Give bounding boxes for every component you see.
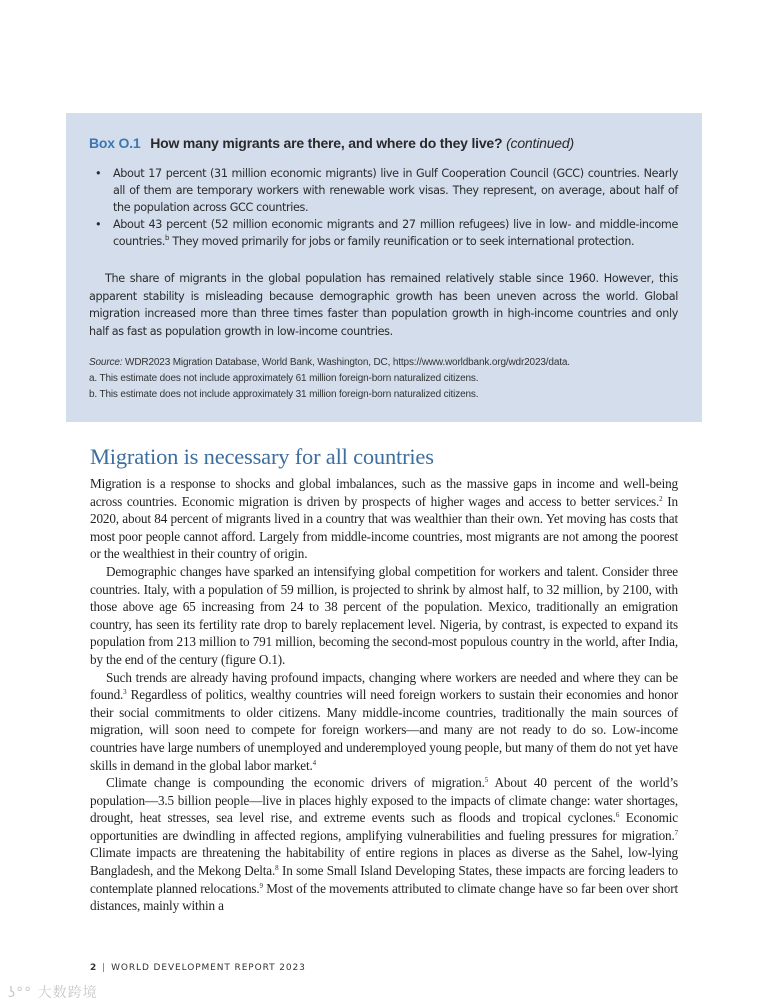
body-paragraph [90, 669, 678, 775]
text-run: In some Small Island Developing States, these impacts are forcing leaders to contemplate planned relocations. [90, 863, 678, 896]
bullet-text: They moved primarily for jobs or family reunification or to seek international protection. [169, 235, 635, 248]
footer-separator: | [102, 963, 107, 973]
box-paragraph: The share of migrants in the global population has remained relatively stable since 1960. However, this apparent stability is misleading because demographic growth has been uneven across the world. Global migration increased more than three times faster than population growth in high-income countries and only half as fast as population growth in low-income countries. [89, 272, 678, 338]
body-paragraph [90, 475, 678, 563]
bullet-text: About 43 percent (52 million economic migrants and 27 million refugees) live in low- and middle-income countries. [113, 218, 678, 248]
box-title [89, 135, 678, 151]
page-number: 2 [90, 963, 98, 973]
box-number: Box O.1 [89, 135, 141, 151]
box-title-text: How many migrants are there, and where do they live? [150, 135, 503, 151]
watermark-text: 大数跨境 [37, 985, 98, 1001]
body-paragraph [90, 774, 678, 915]
text-run: About 40 percent of the world’s population—3.5 billion people—live in places highly exposed to the impacts of climate change: water shortages, drought, heat stresses, sea level rise, and extreme events such as floods and tropical cyclones. [90, 775, 678, 826]
footnote-ref[interactable]: 3 [123, 688, 127, 697]
text-run: Climate impacts are threatening the habitability of entire regions in places as diverse as the Sahel, low-lying Bangladesh, and the Mekong Delta. [90, 845, 678, 879]
main-section [90, 444, 678, 915]
source-note [89, 355, 678, 371]
report-title: WORLD DEVELOPMENT REPORT 2023 [111, 963, 306, 973]
footnote-ref[interactable]: 9 [259, 881, 263, 890]
watermark-logo-icon: ʖ°° [8, 985, 33, 1001]
text-run: Such trends are already having profound impacts, changing where workers are needed and where they can be found. [90, 669, 678, 703]
text-run: Climate change is compounding the economic drivers of migration. [106, 775, 485, 791]
section-heading: Migration is necessary for all countries [90, 444, 434, 469]
source-label: Source: [89, 357, 123, 369]
text-run: Economic opportunities are dwindling in affected regions, amplifying vulnerabilities and fueling pressures for migration. [90, 810, 678, 843]
footnote-ref[interactable]: 4 [312, 758, 317, 767]
box-o1 [66, 113, 702, 422]
box-continued-label: (continued) [506, 135, 574, 151]
body-paragraph: Demographic changes have sparked an intensifying global competition for workers and talent. Consider three countries. Italy, with a population of 59 million, is projected to shrink by almost half, to 32 million, by 2100, with those above age 65 increasing from 24 to 38 percent of the population. Mexico, traditionally an emigration country, has seen its fertility rate drop to barely replacement level. Nigeria, by contrast, is expected to expand its population from 213 million to 791 million, becoming the second-most populous country in the world, after India, by the end of the century (figure O.1). [90, 563, 678, 667]
bullet-icon: • [95, 218, 102, 231]
footnote-ref[interactable]: b [165, 234, 170, 242]
box-bullet-item [89, 216, 678, 250]
source-text: WDR2023 Migration Database, World Bank, Washington, DC, https://www.worldbank.org/wdr2023/data. [122, 357, 570, 369]
bullet-text: About 17 percent (31 million economic migrants) live in Gulf Cooperation Council (GCC) countries. Nearly all of them are temporary workers with renewable work visas. They represent, on average, about half of the population across GCC countries. [113, 167, 678, 214]
box-notes [89, 355, 678, 403]
watermark [8, 982, 98, 1002]
box-bullet-list [89, 165, 678, 250]
box-bullet-item [89, 165, 678, 216]
text-run: Most of the movements attributed to climate change have so far been over short distances, mainly within a [90, 880, 678, 914]
footnote-ref[interactable]: 5 [484, 776, 489, 785]
note-b: b. This estimate does not include approximately 31 million foreign-born naturalized citizens. [89, 389, 479, 401]
text-run: Migration is a response to shocks and global imbalances, such as the massive gaps in income and well-being across countries. Economic migration is driven by prospects of higher wages and access to better services. [90, 476, 678, 509]
bullet-icon: • [95, 167, 102, 180]
footnote-ref[interactable]: 7 [674, 828, 678, 837]
footnote-ref[interactable]: 8 [275, 864, 279, 873]
footnote-ref[interactable]: 6 [615, 811, 620, 820]
page-footer [90, 963, 306, 973]
note-a: a. This estimate does not include approximately 61 million foreign-born naturalized citizens. [89, 373, 479, 385]
footnote-ref[interactable]: 2 [659, 494, 663, 503]
text-run: Regardless of politics, wealthy countries will need foreign workers to sustain their economies and honor their social commitments to older citizens. Many middle-income countries, traditionally the main sources of migration, will soon need to compete for foreign workers—and many are not ready to do so. Low-income countries have large numbers of unemployed and underemployed young people, but many of them do not yet have skills in demand in the global labor market. [90, 687, 678, 773]
text-run: In 2020, about 84 percent of migrants lived in a country that was wealthier than their own. Yet moving has costs that most poor people cannot afford. Largely from middle-income countries, most migrants are not among the poorest or the wealthiest in their country of origin. [90, 493, 678, 562]
